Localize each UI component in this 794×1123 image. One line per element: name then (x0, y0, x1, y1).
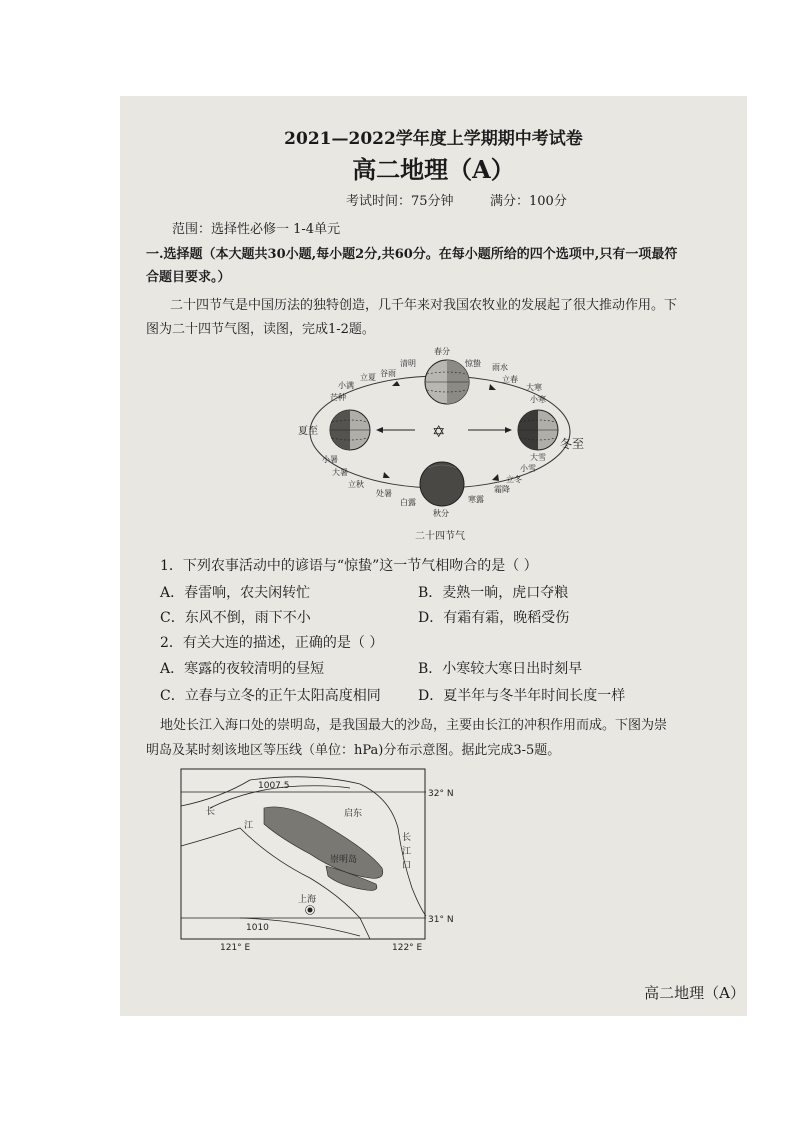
term-bailu: 白露 (400, 498, 416, 507)
section1-heading-line1: 一.选择题（本大题共30小题,每小题2分,共60分。在每小题所给的四个选项中,只有一项最符 (146, 247, 678, 262)
term-chunfen: 春分 (434, 347, 450, 356)
term-dahan: 大寒 (526, 383, 542, 392)
term-mangzhong: 芒种 (330, 393, 346, 402)
term-xiaoshu: 小暑 (322, 455, 338, 464)
q1-option-b: B．麦熟一晌，虎口夺粮 (418, 585, 569, 601)
term-jingzhe: 惊蛰 (465, 359, 481, 368)
chongming-isobar-map (180, 768, 454, 956)
q1-option-d: D．有霜有霜，晚稻受伤 (418, 610, 570, 626)
subject-title: 高二地理（A） (352, 155, 515, 184)
isobar-label-1007-5: 1007.5 (258, 781, 290, 791)
label-qidong: 启东 (344, 809, 363, 819)
q1-option-c: C．东风不倒，雨下不小 (160, 610, 311, 626)
term-daxue: 大雪 (530, 453, 546, 462)
q1-stem: 1．下列农事活动中的谚语与“惊蛰”这一节气相吻合的是（ ） (160, 558, 538, 574)
lat-label-31n: 31° N (428, 915, 454, 925)
earth-bottom (420, 462, 464, 506)
figure1-caption: 二十四节气 (415, 531, 465, 542)
exam-time: 考试时间：75分钟 (346, 194, 454, 209)
isobar-label-1010: 1010 (246, 923, 269, 933)
q2-option-d: D．夏半年与冬半年时间长度一样 (418, 688, 626, 704)
exam-paper (120, 96, 747, 1016)
term-xiaoxue: 小雪 (520, 464, 536, 473)
exam-title: 2021—2022学年度上学期期中考试卷 (284, 129, 583, 149)
term-lixia: 立夏 (360, 373, 376, 382)
label-changjiangkou-2: 江 (402, 847, 412, 857)
sun-icon: ✡ (432, 422, 446, 441)
term-xiaohan: 小寒 (530, 395, 546, 404)
q2-option-c: C．立春与立冬的正午太阳高度相同 (160, 688, 381, 704)
term-dongzhi: 冬至 (560, 437, 585, 451)
term-dashu: 大暑 (332, 468, 348, 477)
label-chang: 长 (206, 807, 216, 817)
label-changjiangkou-3: 口 (402, 861, 412, 871)
label-changjiangkou-1: 长 (402, 833, 412, 843)
q1-option-a: A．春雷响，农夫闲转忙 (160, 585, 311, 601)
term-shuangjiang: 霜降 (494, 485, 510, 494)
earth-top (425, 360, 469, 404)
term-qiufen: 秋分 (433, 509, 449, 518)
intro2-line1: 地处长江入海口处的崇明岛，是我国最大的沙岛，主要由长江的冲积作用而成。下图为崇 (160, 718, 668, 733)
term-liqiu: 立秋 (348, 480, 364, 489)
term-lidong: 立冬 (506, 475, 522, 484)
q2-stem: 2．有关大连的描述，正确的是（ ） (160, 635, 384, 651)
label-chongming: 崇明岛 (330, 855, 358, 865)
intro1-line2: 图为二十四节气图，读图，完成1-2题。 (146, 322, 375, 337)
term-xiazhi: 夏至 (298, 426, 318, 437)
label-shanghai: 上海 (298, 895, 317, 905)
q2-option-a: A．寒露的夜较清明的昼短 (160, 661, 325, 677)
q2-option-b: B．小寒较大寒日出时刻早 (418, 661, 583, 677)
term-chushu: 处暑 (376, 489, 392, 498)
footer-page-label: 高二地理（A） (644, 984, 745, 1002)
label-jiang: 江 (244, 821, 254, 831)
earth-left (330, 410, 370, 450)
earth-right (518, 410, 558, 450)
term-lichun: 立春 (502, 375, 518, 384)
intro2-line2: 明岛及某时刻该地区等压线（单位：hPa)分布示意图。据此完成3-5题。 (146, 743, 561, 758)
exam-scope: 范围：选择性必修一 1-4单元 (172, 222, 341, 237)
section1-heading-line2: 合题目要求。） (146, 270, 231, 285)
lat-label-32n: 32° N (428, 789, 454, 799)
solar-terms-diagram (280, 344, 600, 519)
term-qingming: 清明 (400, 359, 416, 368)
term-guyu: 谷雨 (380, 369, 396, 378)
full-score: 满分：100分 (490, 194, 567, 209)
intro1-line1: 二十四节气是中国历法的独特创造，几千年来对我国农牧业的发展起了很大推动作用。下 (170, 298, 678, 313)
term-hanlu: 寒露 (468, 495, 484, 504)
lon-label-121e: 121° E (220, 943, 251, 953)
term-yushui: 雨水 (492, 363, 508, 372)
term-xiaoman: 小满 (338, 381, 354, 390)
lon-label-122e: 122° E (392, 943, 423, 953)
